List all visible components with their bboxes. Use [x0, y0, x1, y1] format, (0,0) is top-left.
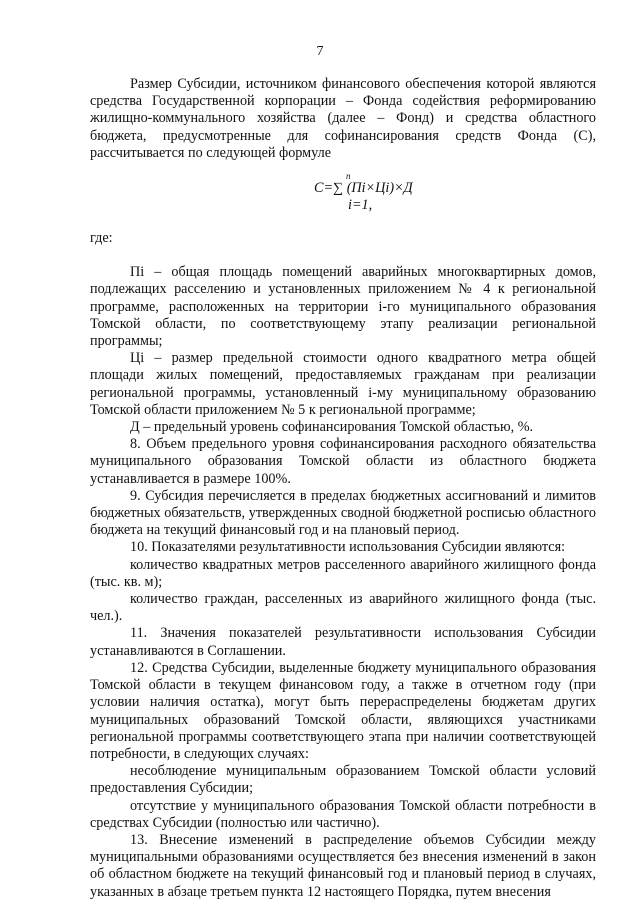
spacer — [90, 247, 596, 264]
clause-10-indicator-2: количество граждан, расселенных из аварийного жилищного фонда (тыс. чел.). — [90, 591, 596, 625]
page-number: 7 — [316, 44, 324, 59]
clause-12-case-2: отсутствие у муниципального образования Томской области потребности в средствах Субсидии (полностью или частично). — [90, 797, 596, 831]
clause-11: 11. Значения показателей результативности использования Субсидии устанавливаются в Соглашении. — [90, 625, 596, 659]
intro-paragraph: Размер Субсидии, источником финансового обеспечения которой являются средства Государственной корпорации – Фонда содействия реформированию жилищно-коммунального хозяйства (далее – Фонд) и средства областного бюджета, предусмотренные для софинансирования средств Фонда (С), рассчитывается по следующей формуле — [90, 76, 596, 161]
clause-12: 12. Средства Субсидии, выделенные бюджету муниципального образования Томской области в текущем финансовом году, а также в отчетном году (при условии наличия остатка), могут быть перераспределены бюджетам других муниципальных образований Томской области, являющихся участниками региональной программы соответствующего этапа при наличии соответствующей потребности, в следующих случаях: — [90, 659, 596, 762]
formula-upper-limit: n — [346, 171, 351, 182]
clause-10: 10. Показателями результативности использования Субсидии являются: — [130, 539, 566, 556]
clause-10-indicator-1: количество квадратных метров расселенного аварийного жилищного фонда (тыс. кв. м); — [90, 556, 596, 590]
formula-expression: С=∑ (Пi×Цi)×Д — [314, 180, 413, 197]
clause-9: 9. Субсидия перечисляется в пределах бюджетных ассигнований и лимитов бюджетных обязательств, утвержденных сводной бюджетной росписью областного бюджета на текущий финансовый год и на плановый период. — [90, 487, 596, 539]
definition-pi: Пi – общая площадь помещений аварийных многоквартирных домов, подлежащих расселению и установленных приложением № 4 к региональной программе, расположенных на территории i-го муниципального образования Томской области, по соответствующему этапу реализации региональной программы; — [90, 264, 596, 350]
clause-8: 8. Объем предельного уровня софинансирования расходного обязательства муниципального образования Томской области из областного бюджета устанавливается в размере 100%. — [90, 436, 596, 487]
where-label: где: — [90, 230, 113, 247]
formula-lower-limit: i=1, — [348, 197, 373, 214]
clause-12-case-1: несоблюдение муниципальным образованием Томской области условий предоставления Субсидии; — [90, 763, 596, 797]
definition-d: Д – предельный уровень софинансирования Томской областью, %. — [130, 419, 534, 436]
definition-ci: Цi – размер предельной стоимости одного квадратного метра общей площади жилых помещений, предоставляемых гражданам при реализации региональной программы, установленный i-му муниципальному образованию Томской области приложением № 5 к региональной программе; — [90, 350, 596, 418]
clause-13: 13. Внесение изменений в распределение объемов Субсидии между муниципальными образованиями осуществляется без внесения изменений в закон об областном бюджете на текущий финансовый год и плановый период в случаях, указанных в абзаце третьем пункта 12 настоящего Порядка, путем внесения — [90, 831, 596, 900]
formula — [90, 166, 596, 226]
document-body — [90, 76, 596, 901]
